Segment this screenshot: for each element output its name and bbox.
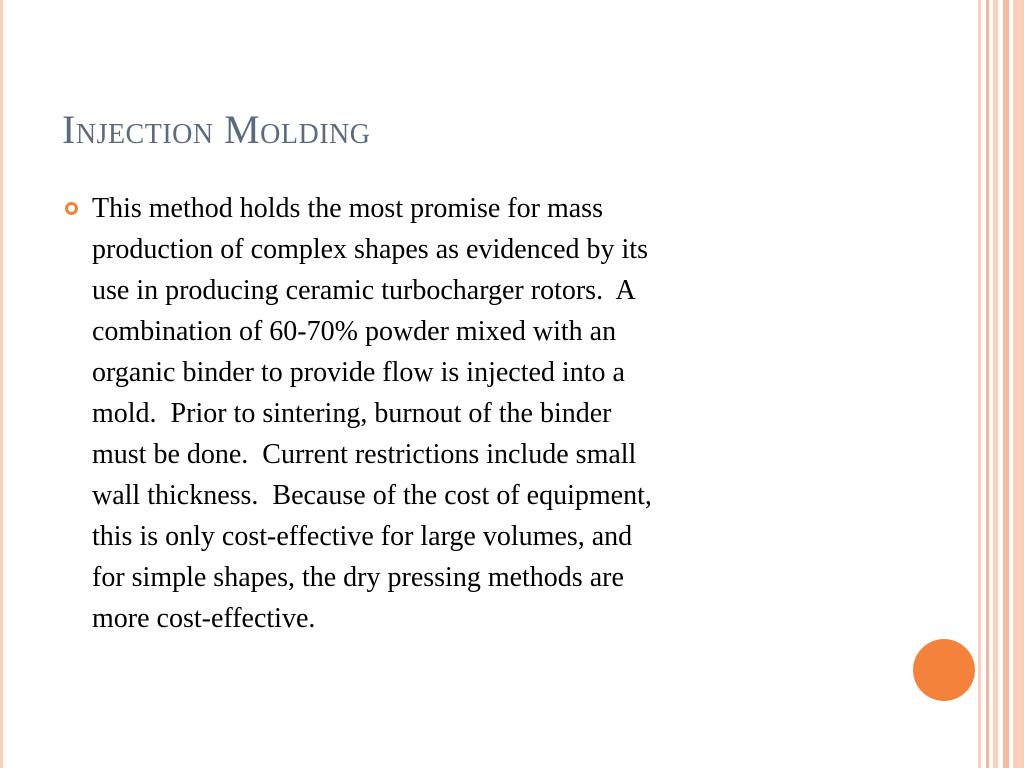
bullet-text-line: for simple shapes, the dry pressing methods are (92, 562, 624, 593)
bullet-text-line: organic binder to provide flow is injected into a (92, 357, 625, 388)
bullet-text (92, 188, 862, 639)
right-border-stripe (986, 0, 989, 768)
bullet-text-line: production of complex shapes as evidenced by its (92, 234, 648, 265)
bullet-text-line: use in producing ceramic turbocharger rotors. A (92, 275, 636, 306)
right-border-stripe (993, 0, 998, 768)
bullet-text-line: combination of 60-70% powder mixed with an (92, 316, 617, 347)
bullet-item (62, 188, 862, 639)
bullet-text-line: this is only cost-effective for large volumes, and (92, 521, 633, 552)
bullet-text-line: wall thickness. Because of the cost of equipment, (92, 480, 652, 511)
right-border-stripe (978, 0, 981, 768)
slide-title: Injection Molding (62, 107, 371, 152)
slide-body (62, 188, 862, 639)
right-border-stripe (1013, 0, 1024, 768)
right-border-stripe (1003, 0, 1009, 768)
left-border-stripe (0, 0, 3, 768)
bullet-text-line: This method holds the most promise for mass (92, 193, 603, 224)
bullet-text-line: must be done. Current restrictions include small (92, 439, 637, 470)
bullet-text-line: more cost-effective. (92, 603, 316, 634)
bullet-text-line: mold. Prior to sintering, burnout of the binder (92, 398, 612, 429)
decorative-circle (913, 639, 975, 701)
hollow-circle-bullet-icon (65, 202, 78, 215)
